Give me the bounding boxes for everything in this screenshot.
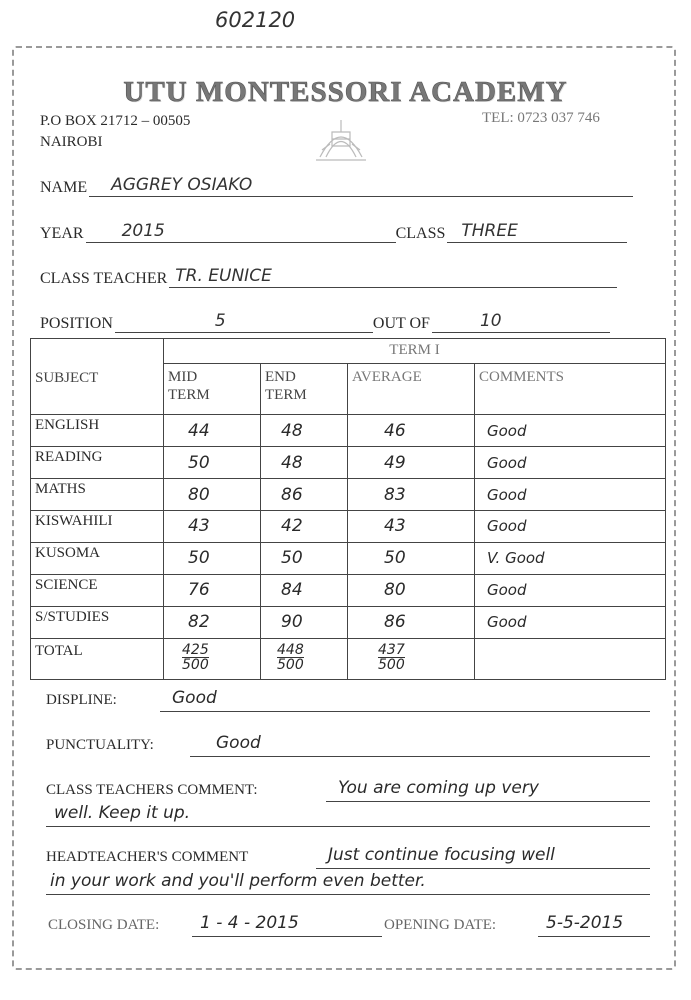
- punctuality-line: [190, 756, 650, 757]
- average-cell: 86: [348, 606, 475, 638]
- class-teacher-value: TR. EUNICE: [175, 266, 272, 286]
- out-of-value: 10: [479, 311, 502, 331]
- end-term-cell: 48: [261, 415, 348, 447]
- punctuality-value: Good: [216, 733, 261, 753]
- average-cell: 43: [348, 511, 475, 543]
- end-term-cell: 48: [261, 447, 348, 479]
- comment-cell: V. Good: [475, 542, 666, 574]
- table-row: [31, 606, 666, 638]
- name-value: AGGREY OSIAKO: [111, 175, 253, 195]
- mid-term-cell: 50: [164, 542, 261, 574]
- comment-cell: Good: [475, 479, 666, 511]
- table-row: [31, 479, 666, 511]
- table-row: [31, 415, 666, 447]
- total-avg-num: 437: [378, 642, 405, 659]
- total-comment: [475, 638, 666, 679]
- comment-cell: Good: [475, 511, 666, 543]
- end-term-cell: 90: [261, 606, 348, 638]
- class-label: CLASS: [395, 225, 446, 242]
- end-term-cell: 50: [261, 542, 348, 574]
- class-field: [447, 222, 627, 243]
- closing-date-line: [192, 936, 382, 937]
- total-end-num: 448: [277, 642, 304, 659]
- total-row: [31, 638, 666, 679]
- name-field: [89, 176, 633, 197]
- end-term-cell: 84: [261, 574, 348, 606]
- end-term-header-line2: TERM: [265, 386, 307, 403]
- table-row: [31, 447, 666, 479]
- opening-date-value: 5-5-2015: [546, 913, 624, 933]
- class-teacher-comment-line1: You are coming up very: [338, 778, 539, 798]
- mid-term-header-line2: TERM: [168, 386, 210, 403]
- opening-date-label: OPENING DATE:: [384, 917, 497, 933]
- end-term-header-line1: END: [265, 368, 296, 385]
- closing-date-label: CLOSING DATE:: [48, 917, 160, 933]
- position-value: 5: [214, 311, 226, 331]
- mid-term-cell: 50: [164, 447, 261, 479]
- class-teacher-label: CLASS TEACHER: [40, 270, 168, 287]
- total-mid-den: 500: [182, 657, 209, 674]
- mid-term-cell: 44: [164, 415, 261, 447]
- closing-date-value: 1 - 4 - 2015: [200, 913, 299, 933]
- class-teacher-comment-label: CLASS TEACHERS COMMENT:: [46, 782, 258, 798]
- position-field: [115, 312, 373, 333]
- mid-term-cell: 82: [164, 606, 261, 638]
- address-line1: P.O BOX 21712 – 00505: [40, 113, 191, 129]
- average-cell: 49: [348, 447, 475, 479]
- school-logo: [310, 112, 372, 164]
- opening-date-line: [538, 936, 650, 937]
- comment-cell: Good: [475, 606, 666, 638]
- mid-term-header: [164, 363, 261, 415]
- comment-cell: Good: [475, 447, 666, 479]
- head-teacher-comment-line2: in your work and you'll perform even better.: [50, 871, 426, 891]
- table-row: [31, 542, 666, 574]
- total-end: [261, 638, 348, 679]
- total-mid-num: 425: [182, 642, 209, 659]
- average-cell: 50: [348, 542, 475, 574]
- comment-cell: Good: [475, 574, 666, 606]
- reference-number: 602120: [215, 8, 296, 32]
- subject-cell: ENGLISH: [31, 415, 164, 447]
- year-value: 2015: [121, 221, 165, 241]
- class-teacher-comment-rule1: [326, 801, 650, 802]
- name-label: NAME: [40, 179, 88, 196]
- discipline-value: Good: [172, 688, 217, 708]
- school-name: UTU MONTESSORI ACADEMY: [123, 76, 568, 108]
- head-teacher-comment-rule2: [46, 894, 650, 895]
- subject-header: SUBJECT: [31, 339, 164, 415]
- end-term-header: [261, 363, 348, 415]
- address-line2: NAIROBI: [40, 134, 103, 150]
- marks-table: [30, 338, 666, 680]
- discipline-label: DISPLINE:: [46, 692, 117, 708]
- telephone: TEL: 0723 037 746: [482, 110, 600, 126]
- position-label: POSITION: [40, 315, 113, 332]
- class-value: THREE: [461, 221, 518, 241]
- out-of-label: OUT OF: [372, 315, 430, 332]
- punctuality-label: PUNCTUALITY:: [46, 737, 154, 753]
- class-teacher-comment-rule2: [46, 826, 650, 827]
- year-field: [86, 222, 396, 243]
- out-of-field: [432, 312, 610, 333]
- table-row: [31, 511, 666, 543]
- total-avg-den: 500: [378, 657, 405, 674]
- term-header: TERM I: [164, 339, 666, 364]
- class-teacher-comment-line2: well. Keep it up.: [54, 803, 191, 823]
- total-label: TOTAL: [31, 638, 164, 679]
- class-teacher-field: [169, 267, 617, 288]
- subject-cell: READING: [31, 447, 164, 479]
- head-teacher-comment-label: HEADTEACHER'S COMMENT: [46, 849, 249, 865]
- mid-term-header-line1: MID: [168, 368, 198, 385]
- comments-header: COMMENTS: [475, 363, 666, 415]
- subject-cell: S/STUDIES: [31, 606, 164, 638]
- discipline-line: [160, 711, 650, 712]
- average-cell: 83: [348, 479, 475, 511]
- subject-cell: KUSOMA: [31, 542, 164, 574]
- subject-cell: KISWAHILI: [31, 511, 164, 543]
- year-label: YEAR: [40, 225, 84, 242]
- average-cell: 80: [348, 574, 475, 606]
- table-row: [31, 574, 666, 606]
- subject-cell: MATHS: [31, 479, 164, 511]
- average-cell: 46: [348, 415, 475, 447]
- subject-cell: SCIENCE: [31, 574, 164, 606]
- end-term-cell: 42: [261, 511, 348, 543]
- end-term-cell: 86: [261, 479, 348, 511]
- mid-term-cell: 80: [164, 479, 261, 511]
- average-header: AVERAGE: [348, 363, 475, 415]
- mid-term-cell: 43: [164, 511, 261, 543]
- total-end-den: 500: [277, 657, 304, 674]
- head-teacher-comment-rule1: [316, 868, 650, 869]
- comment-cell: Good: [475, 415, 666, 447]
- mid-term-cell: 76: [164, 574, 261, 606]
- total-mid: [164, 638, 261, 679]
- total-avg: [348, 638, 475, 679]
- head-teacher-comment-line1: Just continue focusing well: [328, 845, 555, 865]
